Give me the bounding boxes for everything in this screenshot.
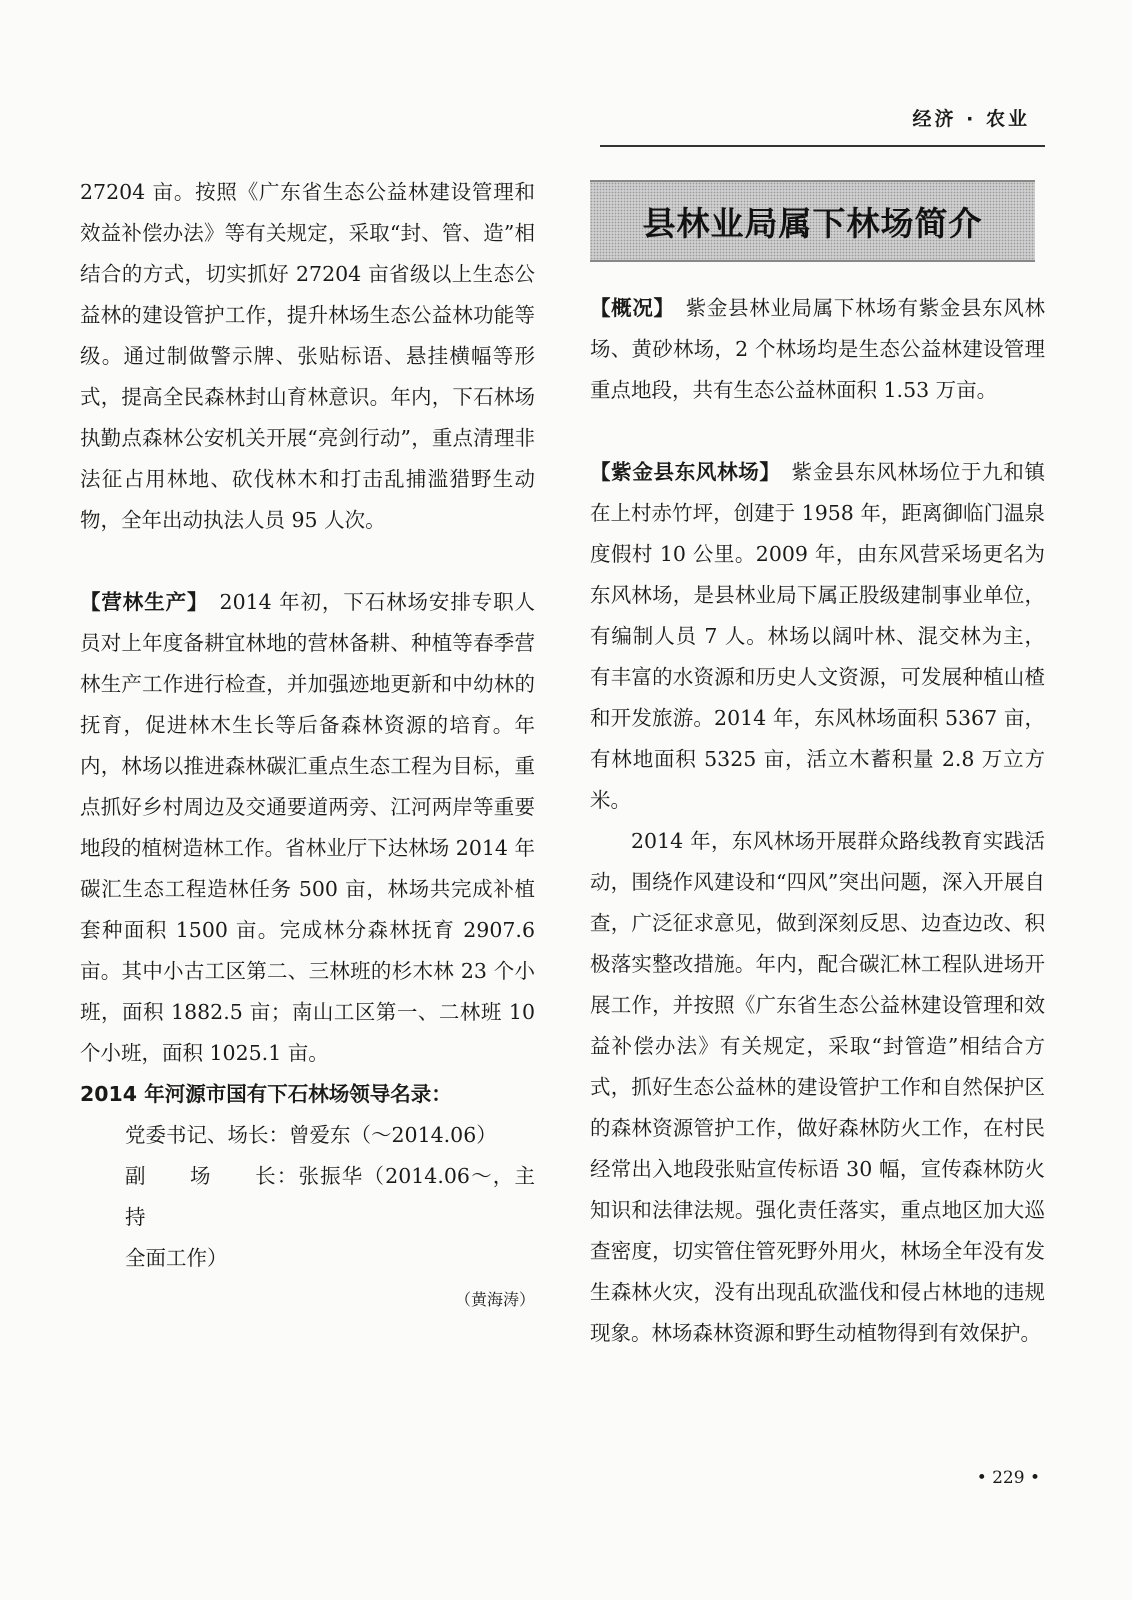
left-column <box>80 172 535 1320</box>
paragraph-dongfeng-2014: 2014 年，东风林场开展群众路线教育实践活动，围绕作风建设和“四风”突出问题，深入开展自查，广泛征求意见，做到深刻反思、边查边改、积极落实整改措施。年内，配合碳汇林工程队进场开展工作，并按照《广东省生态公益林建设管理和效益补偿办法》有关规定，采取“封管造”相结合方式，抓好生态公益林的建设管护工作和自然保护区的森林资源管护工作，做好森林防火工作，在村民经常出入地段张贴宣传标语 30 幅，宣传森林防火知识和法律法规。强化责任落实，重点地区加大巡查密度，切实管住管死野外用火，林场全年没有发生森林火灾，没有出现乱砍滥伐和侵占林地的违规现象。林场森林资源和野生动植物得到有效保护。 <box>590 829 1045 1345</box>
header-rule <box>600 145 1045 147</box>
section-tag-overview: 【概况】 <box>590 296 665 320</box>
dongfeng-text: 紫金县东风林场位于九和镇在上村赤竹坪，创建于 1958 年，距离御临门温泉度假村 10 公里。2009 年，由东风营采场更名为东风林场，是县林业局下属正股级建制事业单位，有编制人员 7 人。林场以阔叶林、混交林为主，有丰富的水资源和历史人文资源，可发展种植山楂和开发旅游。2014 年，东风林场面积 5367 亩，有林地面积 5325 亩，活立木蓄积量 2.8 万立方米。 <box>590 460 1046 812</box>
roster-title: 2014 年河源市国有下石林场领导名录： <box>80 1082 452 1106</box>
article-title: 县林业局属下林场简介 <box>642 203 983 243</box>
paragraph-dongfeng <box>590 452 1045 821</box>
author-credit: （黄海涛） <box>454 1290 535 1309</box>
paragraph-overview <box>590 288 1045 411</box>
paragraph-forest-protection: 27204 亩。按照《广东省生态公益林建设管理和效益补偿办法》等有关规定，采取“封、管、造”相结合的方式，切实抓好 27204 亩省级以上生态公益林的建设管护工作，提升林场生态公益林功能等级。通过制做警示牌、张贴标语、悬挂横幅等形式，提高全民森林封山育林意识。年内，下石林场执勤点森林公安机关开展“亮剑行动”，重点清理非法征占用林地、砍伐林木和打击乱捕滥猎野生动物，全年出动执法人员 95 人次。 <box>80 180 535 532</box>
section-header: 经济 · 农业 <box>912 108 1030 130</box>
roster-line-deputy-director: 副 场 长：张振华（2014.06～，主持 <box>125 1164 535 1229</box>
section-tag-dongfeng: 【紫金县东风林场】 <box>590 460 771 484</box>
section-tag-afforestation: 【营林生产】 <box>80 590 199 614</box>
overview-text: 紫金县林业局属下林场有紫金县东风林场、黄砂林场，2 个林场均是生态公益林建设管理重点地段，共有生态公益林面积 1.53 万亩。 <box>590 296 1046 402</box>
right-column <box>590 288 1045 1354</box>
article-title-box <box>590 180 1035 262</box>
afforestation-text: 2014 年初，下石林场安排专职人员对上年度备耕宜林地的营林备耕、种植等春季营林生产工作进行检查，并加强迹地更新和中幼林的抚育，促进林木生长等后备森林资源的培育。年内，林场以推进森林碳汇重点生态工程为目标，重点抓好乡村周边及交通要道两旁、江河两岸等重要地段的植树造林工作。省林业厅下达林场 2014 年碳汇生态工程造林任务 500 亩，林场共完成补植套种面积 1500 亩。完成林分森林抚育 2907.6 亩。其中小古工区第二、三林班的杉木林 23 个小班，面积 1882.5 亩；南山工区第一、二林班 10 个小班，面积 1025.1 亩。 <box>80 590 536 1065</box>
roster-line-party-secretary: 党委书记、场长：曾爱东（～2014.06） <box>125 1123 497 1147</box>
roster-line-continuation: 全面工作） <box>125 1246 228 1270</box>
paragraph-afforestation <box>80 582 535 1074</box>
page-number: • 229 • <box>976 1468 1040 1488</box>
